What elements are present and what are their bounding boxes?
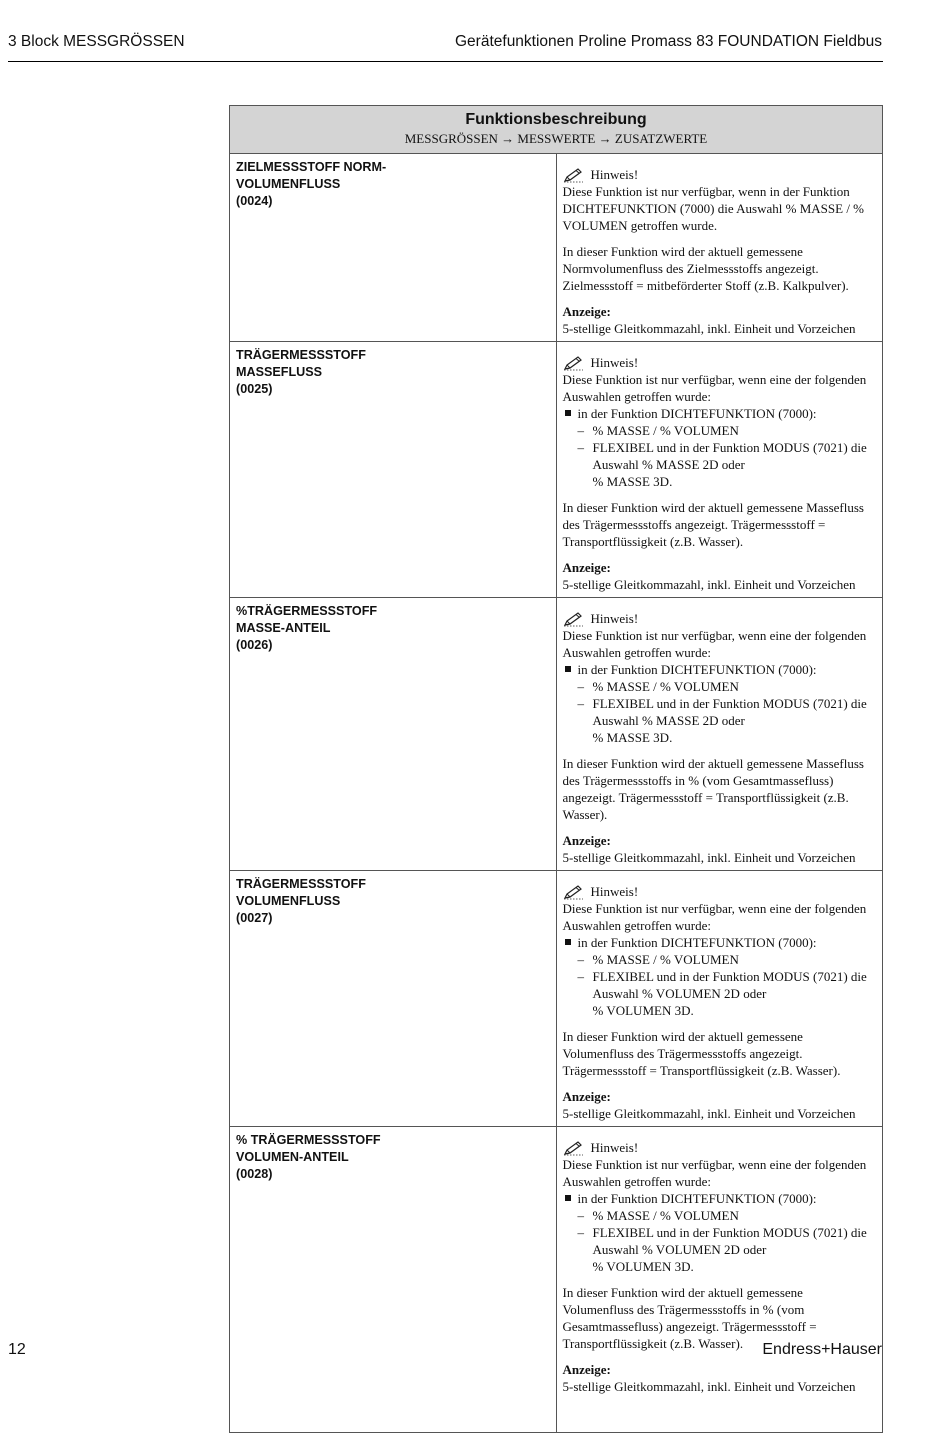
dash-text: % MASSE / % VOLUMEN	[592, 952, 739, 967]
bullet-item	[563, 1190, 877, 1207]
hint-label: Hinweis!	[590, 884, 639, 899]
table-header	[230, 106, 883, 154]
description-text: In dieser Funktion wird der aktuell gemessene Massefluss des Trägermessstoffs in % (vom Gesamtmassefluss) angezeigt. Trägermessstoff = Transportflüssigkeit (z.B. Wasser).	[562, 756, 864, 822]
description-text: In dieser Funktion wird der aktuell gemessene Normvolumenfluss des Zielmessstoffs angezeigt. Zielmessstoff = mitbeförderter Stoff (z.B. Kalkpulver).	[562, 244, 849, 293]
dash-item: – FLEXIBEL und in der Funktion MODUS (7021) die Auswahl % MASSE 2D oder	[563, 439, 877, 473]
dash-text: FLEXIBEL und in der Funktion MODUS (7021) die Auswahl % MASSE 2D oder	[592, 440, 867, 472]
function-description-cell	[556, 154, 883, 342]
function-table	[229, 105, 883, 1433]
pencil-icon	[563, 355, 585, 371]
function-name-cell	[230, 342, 557, 598]
function-code: (0026)	[236, 638, 273, 652]
function-code: (0028)	[236, 1167, 273, 1181]
dash-text: % MASSE / % VOLUMEN	[592, 679, 739, 694]
function-code: (0027)	[236, 911, 273, 925]
table-row	[230, 598, 883, 871]
dash-item: – FLEXIBEL und in der Funktion MODUS (7021) die Auswahl % VOLUMEN 2D oder	[563, 968, 877, 1002]
display-label: Anzeige:	[562, 1089, 611, 1104]
availability-text: Diese Funktion ist nur verfügbar, wenn eine der folgenden Auswahlen getroffen wurde:	[562, 1157, 867, 1189]
function-code: (0024)	[236, 194, 273, 208]
dash-item: – % MASSE / % VOLUMEN	[577, 1208, 739, 1223]
bullet-item	[563, 661, 877, 678]
pencil-icon	[563, 884, 585, 900]
dash-text: % MASSE / % VOLUMEN	[592, 423, 739, 438]
bullet-item	[563, 934, 877, 951]
pencil-icon	[563, 167, 585, 183]
hint-label: Hinweis!	[590, 611, 639, 626]
hint-label: Hinweis!	[590, 167, 639, 182]
function-name-line2: MASSE-ANTEIL	[236, 621, 331, 635]
bullet-text: in der Funktion DICHTEFUNKTION (7000):	[577, 406, 817, 421]
function-name-line1: ZIELMESSSTOFF NORM-	[236, 160, 387, 174]
brand-footer: Endress+Hauser	[762, 1341, 882, 1358]
description-text: In dieser Funktion wird der aktuell gemessene Volumenfluss des Trägermessstoffs in % (vom Gesamtmassefluss) angezeigt. Trägermessstoff = Transportflüssigkeit (z.B. Wasser).	[562, 1285, 817, 1351]
availability-text: Diese Funktion ist nur verfügbar, wenn eine der folgenden Auswahlen getroffen wurde:	[562, 628, 867, 660]
table-title: Funktionsbeschreibung	[465, 111, 647, 128]
dash-item: – % MASSE / % VOLUMEN	[577, 679, 739, 694]
dash-text: FLEXIBEL und in der Funktion MODUS (7021) die Auswahl % MASSE 2D oder	[592, 696, 867, 728]
function-name-cell	[230, 1127, 557, 1433]
function-name-cell	[230, 871, 557, 1127]
bullet-square-icon	[565, 410, 571, 416]
function-name-cell	[230, 154, 557, 342]
hint-line	[563, 1139, 877, 1156]
function-name-line2: MASSEFLUSS	[236, 365, 323, 379]
running-header-right: Gerätefunktionen Proline Promass 83 FOUNDATION Fieldbus	[455, 33, 882, 50]
function-name-line1: % TRÄGERMESSSTOFF	[236, 1133, 381, 1147]
display-value: 5-stellige Gleitkommazahl, inkl. Einheit und Vorzeichen	[562, 321, 856, 336]
hint-label: Hinweis!	[590, 355, 639, 370]
dash-continuation: % VOLUMEN 3D.	[592, 1259, 694, 1274]
bullet-text: in der Funktion DICHTEFUNKTION (7000):	[577, 935, 817, 950]
dash-text: FLEXIBEL und in der Funktion MODUS (7021) die Auswahl % VOLUMEN 2D oder	[592, 969, 867, 1001]
hint-line	[563, 610, 877, 627]
hint-line	[563, 883, 877, 900]
availability-text: Diese Funktion ist nur verfügbar, wenn eine der folgenden Auswahlen getroffen wurde:	[562, 372, 867, 404]
display-label: Anzeige:	[562, 1362, 611, 1377]
bullet-square-icon	[565, 939, 571, 945]
hint-line	[563, 166, 877, 183]
function-name-cell	[230, 598, 557, 871]
function-description-cell	[556, 342, 883, 598]
table-row	[230, 871, 883, 1127]
function-name-line1: TRÄGERMESSSTOFF	[236, 348, 366, 362]
display-label: Anzeige:	[562, 833, 611, 848]
dash-text: FLEXIBEL und in der Funktion MODUS (7021) die Auswahl % VOLUMEN 2D oder	[592, 1225, 867, 1257]
dash-continuation: % MASSE 3D.	[592, 474, 673, 489]
display-value: 5-stellige Gleitkommazahl, inkl. Einheit und Vorzeichen	[562, 1106, 856, 1121]
description-text: In dieser Funktion wird der aktuell gemessene Volumenfluss des Trägermessstoffs angezeigt. Trägermessstoff = Transportflüssigkeit (z.B. Wasser).	[562, 1029, 841, 1078]
bullet-text: in der Funktion DICHTEFUNKTION (7000):	[577, 662, 817, 677]
display-value: 5-stellige Gleitkommazahl, inkl. Einheit und Vorzeichen	[562, 1379, 856, 1394]
running-header-left: 3 Block MESSGRÖSSEN	[8, 33, 185, 50]
function-name-line2: VOLUMEN-ANTEIL	[236, 1150, 349, 1164]
function-description-cell	[556, 598, 883, 871]
dash-continuation: % VOLUMEN 3D.	[592, 1003, 694, 1018]
table-row	[230, 342, 883, 598]
menu-path: MESSGRÖSSEN → MESSWERTE → ZUSATZWERTE	[404, 131, 708, 146]
bullet-item	[563, 405, 877, 422]
dash-item: – FLEXIBEL und in der Funktion MODUS (7021) die Auswahl % MASSE 2D oder	[563, 695, 877, 729]
availability-text: Diese Funktion ist nur verfügbar, wenn eine der folgenden Auswahlen getroffen wurde:	[562, 901, 867, 933]
bullet-square-icon	[565, 666, 571, 672]
function-name-line1: TRÄGERMESSSTOFF	[236, 877, 366, 891]
display-label: Anzeige:	[562, 560, 611, 575]
dash-item: – % MASSE / % VOLUMEN	[577, 423, 739, 438]
function-name-line2: VOLUMENFLUSS	[236, 177, 341, 191]
dash-item: – FLEXIBEL und in der Funktion MODUS (7021) die Auswahl % VOLUMEN 2D oder	[563, 1224, 877, 1258]
display-value: 5-stellige Gleitkommazahl, inkl. Einheit und Vorzeichen	[562, 850, 856, 865]
dash-item: – % MASSE / % VOLUMEN	[577, 952, 739, 967]
function-name-line1: %TRÄGERMESSSTOFF	[236, 604, 378, 618]
description-text: In dieser Funktion wird der aktuell gemessene Massefluss des Trägermessstoffs angezeigt. Trägermessstoff = Transportflüssigkeit (z.B. Wasser).	[562, 500, 864, 549]
function-description-cell	[556, 871, 883, 1127]
function-description-cell	[556, 1127, 883, 1433]
pencil-icon	[563, 611, 585, 627]
bullet-text: in der Funktion DICHTEFUNKTION (7000):	[577, 1191, 817, 1206]
page-number: 12	[8, 1341, 26, 1358]
table-row	[230, 154, 883, 342]
header-rule	[8, 61, 883, 62]
bullet-square-icon	[565, 1195, 571, 1201]
availability-text: Diese Funktion ist nur verfügbar, wenn in der Funktion DICHTEFUNKTION (7000) die Auswahl % MASSE / % VOLUMEN getroffen wurde.	[562, 184, 865, 233]
hint-label: Hinweis!	[590, 1140, 639, 1155]
display-value: 5-stellige Gleitkommazahl, inkl. Einheit und Vorzeichen	[562, 577, 856, 592]
display-label: Anzeige:	[562, 304, 611, 319]
dash-text: % MASSE / % VOLUMEN	[592, 1208, 739, 1223]
hint-line	[563, 354, 877, 371]
table-header-row	[230, 106, 883, 154]
function-code: (0025)	[236, 382, 273, 396]
function-name-line2: VOLUMENFLUSS	[236, 894, 341, 908]
dash-continuation: % MASSE 3D.	[592, 730, 673, 745]
pencil-icon	[563, 1140, 585, 1156]
table-row	[230, 1127, 883, 1433]
